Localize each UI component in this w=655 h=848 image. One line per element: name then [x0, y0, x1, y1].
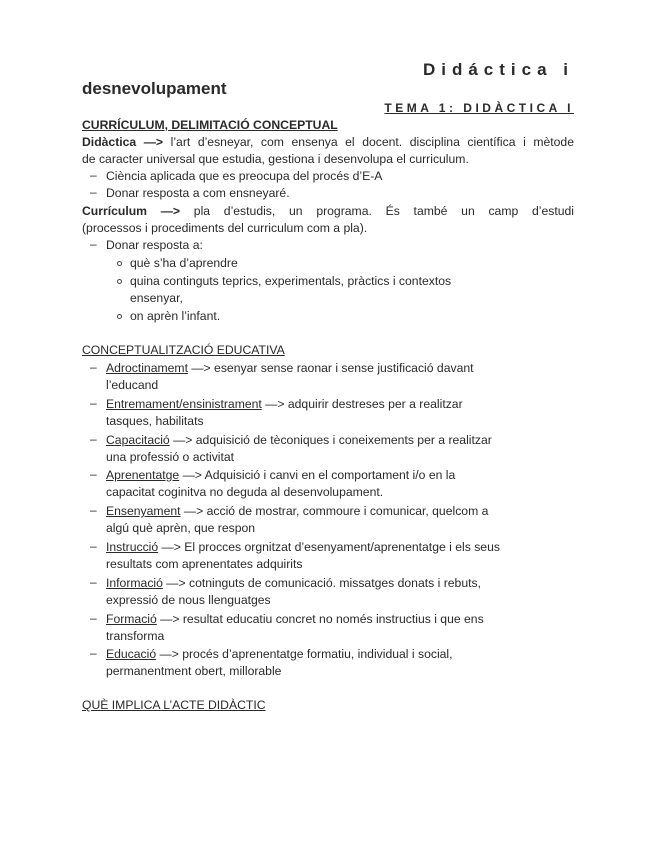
dash-bullet-icon: –	[90, 575, 97, 589]
sub-list-item-cont: ensenyar,	[130, 291, 183, 305]
concept-term: Informació	[106, 576, 163, 590]
concept-term: Aprenentatge	[106, 468, 180, 482]
concept-definition: —> esenyar sense raonar i sense justificació davant	[187, 361, 474, 375]
circle-bullet-icon	[117, 314, 122, 319]
curriculum-term: Currículum —>	[82, 204, 181, 218]
concept-term: Entremament/ensinistrament	[106, 397, 262, 411]
doc-title-line2: desnevolupament	[82, 79, 227, 98]
dash-bullet-icon: –	[90, 396, 97, 410]
curriculum-def: pla d’estudis, un programa. És també un camp d’estudi	[180, 204, 575, 218]
concept-definition: —> El procces orgnitzat d’esenyament/aprenentatge i els seus	[158, 540, 500, 554]
dash-bullet-icon: –	[90, 360, 97, 374]
concept-definition: —> procés d’aprenentatge formatiu, individual i social,	[156, 647, 453, 661]
concept-item-line1	[106, 467, 455, 484]
tema-heading: TEMA 1: DIDÀCTICA I	[384, 101, 574, 115]
concept-term: Ensenyament	[106, 504, 181, 518]
curriculum-definition-line1	[82, 203, 574, 220]
dash-bullet-icon: –	[90, 432, 97, 446]
concept-term: Capacitació	[106, 433, 170, 447]
concept-item-line1	[106, 360, 474, 377]
concept-term: Formació	[106, 612, 157, 626]
concept-item-line1	[106, 539, 500, 556]
didactica-definition-line2: de caracter universal que estudia, gestiona i desenvolupa el curriculum.	[82, 152, 469, 166]
concept-item-line1	[106, 503, 488, 520]
list-item: Ciència aplicada que es preocupa del procés d’E-A	[106, 169, 383, 183]
section-heading-acte-didactic: QUÈ IMPLICA L’ACTE DIDÀCTIC	[82, 698, 266, 712]
curriculum-definition-line2: (processos i procediments del curriculum com a pla).	[82, 221, 368, 235]
concept-term: Educació	[106, 647, 157, 661]
concept-definition: —> acció de mostrar, commoure i comunicar, quelcom a	[180, 504, 489, 518]
concept-item-line2: expressió de nous llenguatges	[106, 593, 271, 607]
concept-item-line2: capacitat coginitva no deguda al desenvolupament.	[106, 485, 384, 499]
concept-item-line1	[106, 432, 492, 449]
concept-definition: —> resultat educatiu concret no només instructius i que ens	[156, 612, 484, 626]
circle-bullet-icon	[117, 261, 122, 266]
sub-list-item: on aprèn l’infant.	[130, 309, 221, 323]
dash-bullet-icon: –	[90, 539, 97, 553]
didactica-term: Didàctica —>	[82, 135, 164, 149]
concept-term: Instrucció	[106, 540, 159, 554]
concept-item-line2: algú què aprèn, que respon	[106, 521, 256, 535]
dash-bullet-icon: –	[90, 646, 97, 660]
dash-bullet-icon: –	[90, 237, 97, 251]
concept-item-line2: una professió o activitat	[106, 450, 235, 464]
doc-title-line1: Didáctica i	[422, 60, 574, 79]
concept-item-line1	[106, 575, 481, 592]
didactica-definition-line1	[82, 134, 574, 151]
concept-item-line1	[106, 646, 453, 663]
sub-list-item: què s’ha d’aprendre	[130, 256, 238, 270]
concept-item-line1	[106, 396, 463, 413]
dash-bullet-icon: –	[90, 503, 97, 517]
concept-item-line2: transforma	[106, 629, 165, 643]
concept-definition: —> adquirir destreses per a realitzar	[261, 397, 463, 411]
concept-definition: —> Adquisició i canvi en el comportament i/o en la	[179, 468, 456, 482]
dash-bullet-icon: –	[90, 467, 97, 481]
concept-term: Adroctinamemt	[106, 361, 188, 375]
circle-bullet-icon	[117, 279, 122, 284]
section-heading-conceptualitzacio: CONCEPTUALITZACIÓ EDUCATIVA	[82, 343, 285, 357]
concept-item-line2: resultats com aprenentates adquirits	[106, 557, 303, 571]
concept-item-line2: permanentment obert, millorable	[106, 664, 282, 678]
sub-list-item: quina continguts teprics, experimentals, pràctics i contextos	[130, 274, 452, 288]
concept-item-line2: tasques, habilitats	[106, 414, 204, 428]
list-item: Donar resposta a:	[106, 238, 203, 252]
concept-item-line1	[106, 611, 484, 628]
concept-item-line2: l’educand	[106, 378, 159, 392]
section-heading-curriculum: CURRÍCULUM, DELIMITACIÓ CONCEPTUAL	[82, 118, 338, 132]
dash-bullet-icon: –	[90, 611, 97, 625]
list-item: Donar resposta a com ensneyaré.	[106, 186, 290, 200]
didactica-def: l’art d’esneyar, com ensenya el docent. disciplina científica i mètode	[163, 135, 574, 149]
concept-definition: —> adquisició de tèconiques i coneixements per a realitzar	[169, 433, 492, 447]
dash-bullet-icon: –	[90, 168, 97, 182]
concept-definition: —> cotninguts de comunicació. missatges donats i rebuts,	[162, 576, 481, 590]
dash-bullet-icon: –	[90, 185, 97, 199]
